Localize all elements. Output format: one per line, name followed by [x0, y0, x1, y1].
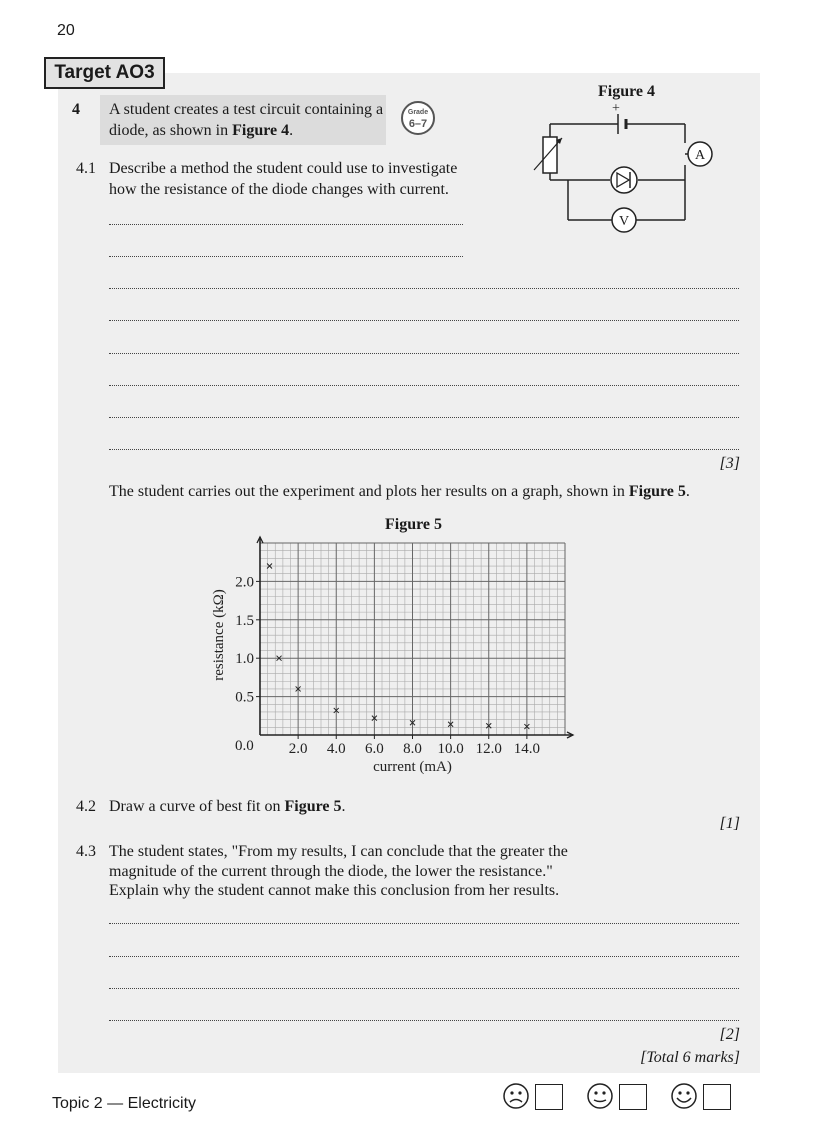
answer-line[interactable]: [109, 224, 463, 225]
ammeter-label: A: [694, 148, 706, 163]
x-tick-label: 8.0: [403, 741, 422, 757]
voltmeter-label: V: [618, 214, 630, 229]
bridge-text-main: The student carries out the experiment and plots her results on a graph, shown in: [109, 483, 629, 500]
x-tick-label: 4.0: [326, 741, 346, 757]
q4-3-marks: [2]: [719, 1026, 740, 1043]
q4-2-marks: [1]: [719, 815, 740, 832]
answer-line[interactable]: [109, 385, 739, 386]
answer-line[interactable]: [109, 449, 739, 450]
chart-axes: [257, 537, 573, 738]
answer-line[interactable]: [109, 923, 739, 924]
y-tick-label: 1.5: [235, 612, 254, 629]
happy-face-icon: [670, 1081, 704, 1111]
grade-word: Grade: [407, 109, 429, 116]
x-tick-label: 14.0: [513, 741, 540, 757]
q4-3-line2: magnitude of the current through the diode, the lower the resistance.": [109, 863, 553, 880]
answer-line[interactable]: [109, 956, 739, 957]
confidence-checkbox-neutral[interactable]: [619, 1084, 647, 1110]
q4-3-number: 4.3: [76, 843, 96, 860]
q4-3-line1: The student states, "From my results, I can conclude that the greater the: [109, 843, 568, 860]
q4-1-text: Describe a method the student could use to investigate how the resistance of the diode changes with current.: [109, 160, 458, 198]
bridge-text: [109, 481, 749, 502]
y-tick-label: 0.5: [235, 689, 254, 706]
x-tick-label: 12.0: [475, 741, 502, 757]
bridge-figure-ref: Figure 5: [628, 483, 686, 500]
q4-1-marks: [3]: [719, 455, 740, 472]
total-marks: [Total 6 marks]: [640, 1049, 740, 1066]
figure4-title: Figure 4: [598, 83, 656, 100]
q4-1-number: 4.1: [76, 160, 96, 177]
sad-face-icon: [502, 1081, 536, 1111]
cell-icon: [618, 114, 626, 134]
figure5-title: Figure 5: [385, 516, 443, 533]
q4-2-text-main: Draw a curve of best fit on: [109, 798, 285, 815]
x-tick-label: 6.0: [365, 741, 384, 757]
x-axis-label: current (mA): [373, 759, 452, 775]
answer-line[interactable]: [109, 353, 739, 354]
grade-value: 6–7: [408, 118, 428, 130]
answer-line[interactable]: [109, 988, 739, 989]
circuit-diagram: [530, 100, 730, 240]
origin-label: 0.0: [235, 738, 254, 754]
intro-text: A student creates a test circuit containing a diode, as shown in: [109, 101, 384, 139]
q4-3-line3: Explain why the student cannot make this conclusion from her results.: [109, 882, 560, 899]
footer-topic: Topic 2 — Electricity: [52, 1095, 197, 1112]
neutral-face-icon: [586, 1081, 620, 1111]
y-axis-label: resistance (kΩ): [211, 589, 227, 681]
confidence-checkbox-sad[interactable]: [535, 1084, 563, 1110]
answer-line[interactable]: [109, 417, 739, 418]
question-intro: [109, 99, 384, 141]
q4-2-number: 4.2: [76, 798, 96, 815]
confidence-checkbox-happy[interactable]: [703, 1084, 731, 1110]
diode-icon: [611, 167, 637, 193]
answer-line[interactable]: [109, 256, 463, 257]
resistance-current-chart: [200, 535, 580, 780]
page-number: 20: [57, 22, 75, 39]
target-label: Target AO3: [44, 57, 165, 89]
variable-resistor-icon: [534, 137, 562, 173]
answer-line[interactable]: [109, 1020, 739, 1021]
bridge-text-end: .: [685, 483, 690, 500]
answer-line[interactable]: [109, 288, 739, 289]
x-tick-label: 2.0: [288, 741, 308, 757]
intro-end: .: [289, 122, 294, 139]
grade-badge: [400, 100, 436, 136]
plus-sign: +: [612, 101, 620, 116]
intro-figure-ref: Figure 4: [232, 122, 290, 139]
y-tick-label: 2.0: [235, 574, 254, 591]
answer-line[interactable]: [109, 320, 739, 321]
q4-2-text: [109, 796, 346, 817]
question-number: 4: [72, 101, 80, 118]
q4-2-figure-ref: Figure 5: [284, 798, 342, 815]
y-tick-label: 1.0: [235, 651, 254, 668]
q4-2-text-end: .: [341, 798, 346, 815]
x-tick-label: 10.0: [437, 741, 464, 757]
